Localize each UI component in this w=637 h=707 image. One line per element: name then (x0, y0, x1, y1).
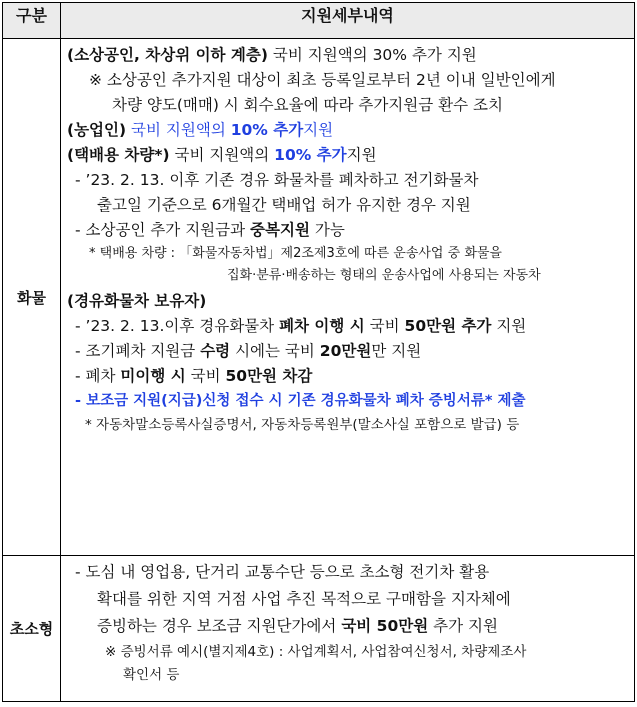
cargo-category: 화물 (3, 39, 61, 556)
header-row (3, 3, 635, 39)
cargo-line-3: 차량 양도(매매) 시 회수요율에 따라 추가지원금 환수 조치 (112, 96, 503, 114)
cargo-line-11: (경유화물차 보유자) (67, 292, 207, 310)
cargo-line-4: (농업인) 국비 지원액의 10% 추가지원 (67, 121, 334, 139)
cargo-line-12: - ’23. 2. 13.이후 경유화물차 폐차 이행 시 국비 50만원 추가 지원 (75, 317, 527, 335)
micro-note-1: ※ 증빙서류 예시(별지제4호) : 사업계획서, 사업참여신청서, 차량제조사 (105, 644, 527, 660)
micro-line-2: 확대를 위한 지역 거점 사업 추진 목적으로 구매함을 지자체에 (97, 590, 511, 608)
header-details: 지원세부내역 (61, 3, 635, 39)
micro-category: 초소형 (3, 556, 61, 702)
micro-note-2: 확인서 등 (123, 667, 180, 683)
micro-line-1: - 도심 내 영업용, 단거리 교통수단 등으로 초소형 전기차 활용 (75, 563, 490, 581)
micro-details (61, 556, 635, 702)
cargo-details (61, 39, 635, 556)
cargo-row (3, 39, 635, 556)
cargo-line-6: - ’23. 2. 13. 이후 기존 경유 화물차를 폐차하고 전기화물차 (75, 171, 479, 189)
cargo-note-1: * 택배용 차량 : 「화물자동차법」제2조제3호에 따른 운송사업 중 화물을 (89, 246, 502, 261)
cargo-line-15: - 보조금 지원(지급)신청 접수 시 기존 경유화물차 폐차 증빙서류* 제출 (75, 393, 526, 409)
cargo-line-5: (택배용 차량*) 국비 지원액의 10% 추가지원 (67, 146, 377, 164)
cargo-line-1: (소상공인, 차상위 이하 계층) 국비 지원액의 30% 추가 지원 (67, 46, 477, 64)
cargo-line-2: ※ 소상공인 추가지원 대상이 최초 등록일로부터 2년 이내 일반인에게 (89, 71, 556, 89)
micro-row (3, 556, 635, 702)
cargo-note-2: 집화·분류·배송하는 형태의 운송사업에 사용되는 자동차 (227, 268, 541, 283)
cargo-line-8: - 소상공인 추가 지원금과 중복지원 가능 (75, 221, 345, 239)
cargo-line-14: - 폐차 미이행 시 국비 50만원 차감 (75, 367, 313, 385)
header-category: 구분 (3, 3, 61, 39)
micro-line-3: 증빙하는 경우 보조금 지원단가에서 국비 50만원 추가 지원 (97, 617, 498, 635)
cargo-line-13: - 조기폐차 지원금 수령 시에는 국비 20만원만 지원 (75, 342, 422, 360)
cargo-note-3: * 자동차말소등록사실증명서, 자동차등록원부(말소사실 포함으로 발급) 등 (85, 417, 520, 433)
cargo-line-7: 출고일 기준으로 6개월간 택배업 허가 유지한 경우 지원 (97, 196, 471, 214)
subsidy-table (2, 2, 635, 702)
